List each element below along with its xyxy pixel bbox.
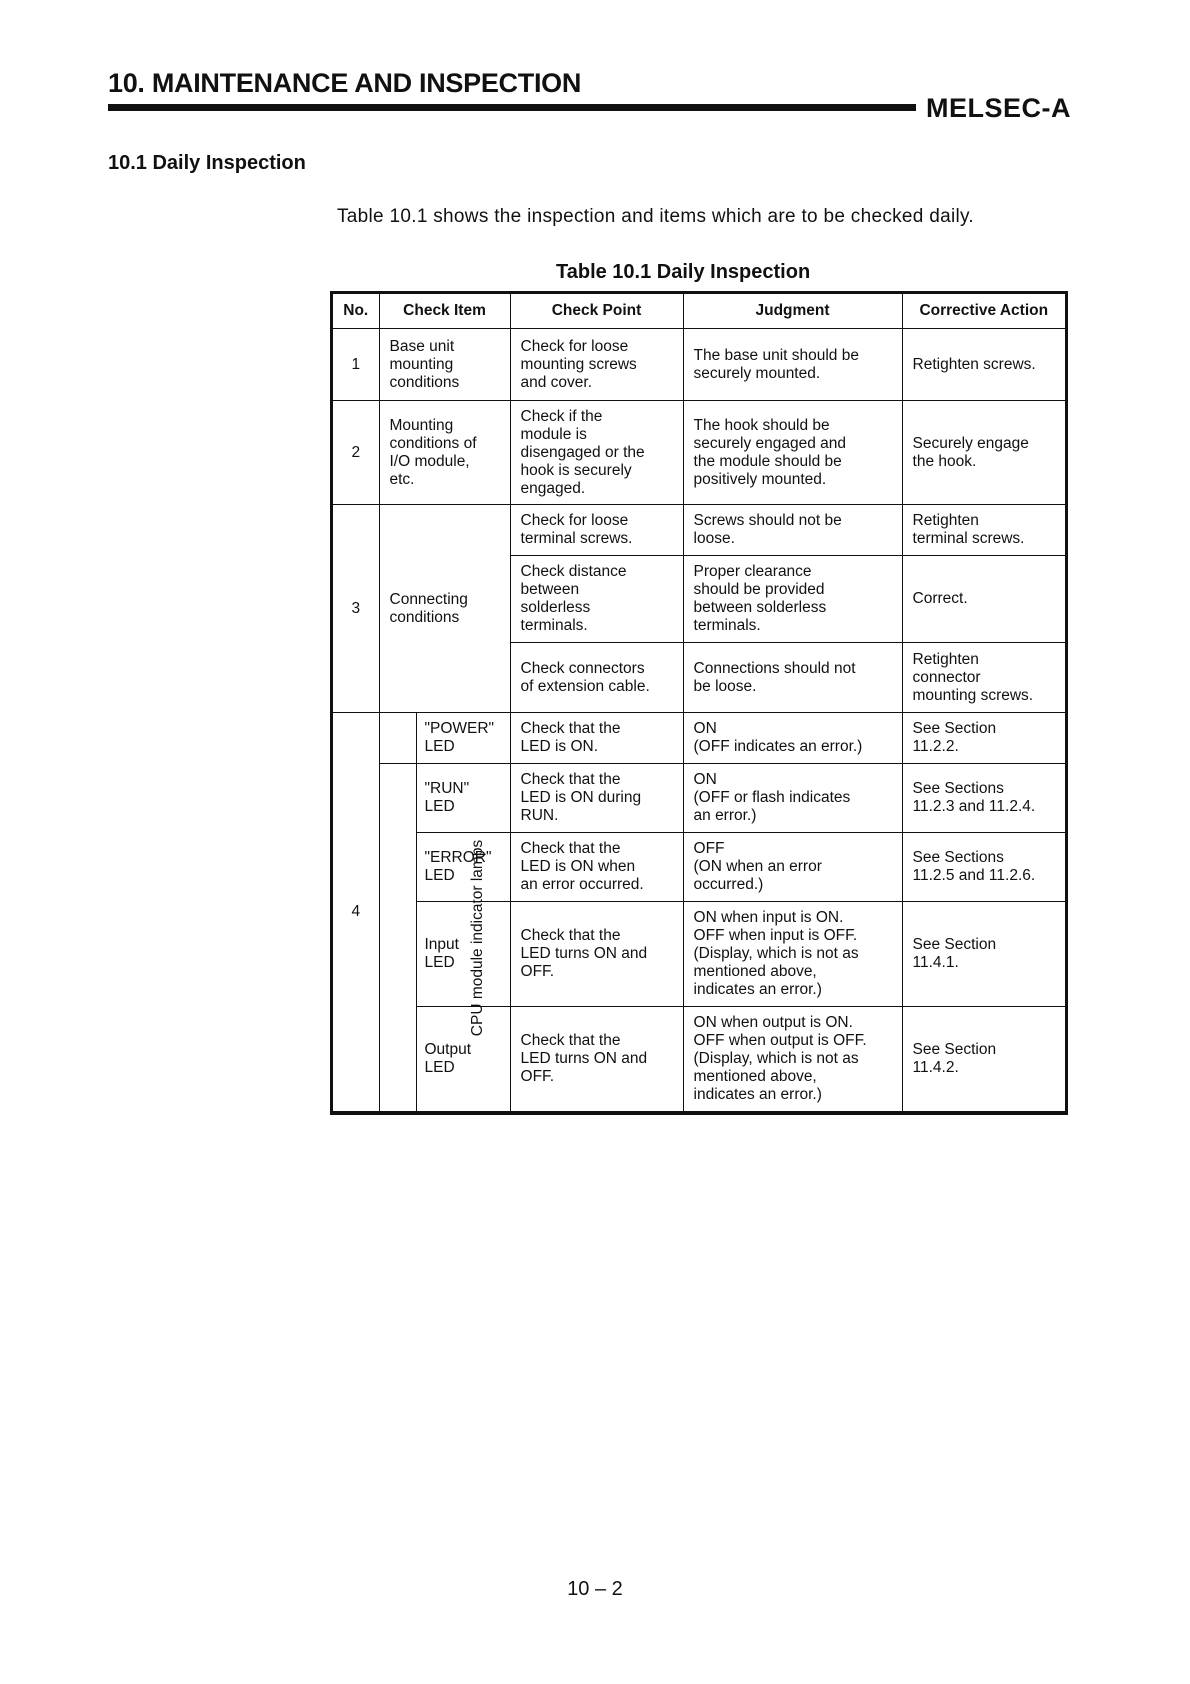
check-item: Mounting conditions of I/O module, etc. — [379, 401, 510, 505]
table-row — [333, 401, 1065, 505]
group-label: CPU module indicator lamps — [468, 839, 486, 1036]
judgment: Connections should not be loose. — [683, 643, 902, 713]
check-point: Check if the module is disengaged or the hook is securely engaged. — [510, 401, 683, 505]
corrective-action: Retighten screws. — [902, 329, 1065, 401]
corrective-action: See Section 11.4.1. — [902, 902, 1065, 1007]
check-point: Check distance between solderless terminals. — [510, 556, 683, 643]
judgment: OFF (ON when an error occurred.) — [683, 833, 902, 902]
corrective-action: See Section 11.2.2. — [902, 713, 1065, 764]
brand-label: MELSEC-A — [926, 93, 1071, 123]
row-number: 2 — [333, 401, 379, 505]
title-rule — [108, 104, 916, 111]
corrective-action: Correct. — [902, 556, 1065, 643]
judgment: ON (OFF or flash indicates an error.) — [683, 764, 902, 833]
daily-inspection-table — [330, 291, 1068, 1115]
corrective-action: See Sections 11.2.5 and 11.2.6. — [902, 833, 1065, 902]
table-row — [333, 713, 1065, 764]
table-row — [333, 1007, 1065, 1112]
check-item: "POWER" LED — [416, 713, 510, 764]
table-row — [333, 902, 1065, 1007]
check-point: Check that the LED turns ON and OFF. — [510, 902, 683, 1007]
check-item: Input LED — [416, 902, 510, 1007]
table-row — [333, 833, 1065, 902]
check-item: Output LED — [416, 1007, 510, 1112]
table-caption: Table 10.1 Daily Inspection — [556, 261, 811, 283]
table-row — [333, 505, 1065, 556]
check-point: Check that the LED is ON during RUN. — [510, 764, 683, 833]
corrective-action: See Section 11.4.2. — [902, 1007, 1065, 1112]
section-heading: 10.1 Daily Inspection — [108, 152, 306, 174]
check-item: Connecting conditions — [379, 505, 510, 713]
row-number: 3 — [333, 505, 379, 713]
intro-paragraph: Table 10.1 shows the inspection and items which are to be checked daily. — [337, 206, 974, 227]
check-point: Check for loose terminal screws. — [510, 505, 683, 556]
corrective-action: Retighten terminal screws. — [902, 505, 1065, 556]
check-point: Check that the LED is ON. — [510, 713, 683, 764]
check-item: "ERROR" LED — [416, 833, 510, 902]
judgment: The hook should be securely engaged and the module should be positively mounted. — [683, 401, 902, 505]
row-number: 1 — [333, 329, 379, 401]
row-number: 4 — [333, 713, 379, 1112]
header-check-item: Check Item — [379, 294, 510, 329]
header-corrective-action: Corrective Action — [902, 294, 1065, 329]
judgment: Screws should not be loose. — [683, 505, 902, 556]
judgment: The base unit should be securely mounted. — [683, 329, 902, 401]
check-point: Check that the LED is ON when an error occurred. — [510, 833, 683, 902]
chapter-title: 10. MAINTENANCE AND INSPECTION — [108, 68, 582, 98]
corrective-action: Securely engage the hook. — [902, 401, 1065, 505]
judgment: ON when output is ON. OFF when output is OFF. (Display, which is not as mentioned above, indicates an error.) — [683, 1007, 902, 1112]
check-point: Check that the LED turns ON and OFF. — [510, 1007, 683, 1112]
judgment: Proper clearance should be provided between solderless terminals. — [683, 556, 902, 643]
corrective-action: Retighten connector mounting screws. — [902, 643, 1065, 713]
group-label-spacer — [379, 713, 416, 764]
check-point: Check connectors of extension cable. — [510, 643, 683, 713]
check-item: Base unit mounting conditions — [379, 329, 510, 401]
judgment: ON (OFF indicates an error.) — [683, 713, 902, 764]
table-header-row — [333, 294, 1065, 329]
header-check-point: Check Point — [510, 294, 683, 329]
header-judgment: Judgment — [683, 294, 902, 329]
page-number: 10 – 2 — [567, 1578, 623, 1600]
header-no: No. — [333, 294, 379, 329]
table-row — [333, 329, 1065, 401]
table-row — [333, 764, 1065, 833]
check-point: Check for loose mounting screws and cover. — [510, 329, 683, 401]
judgment: ON when input is ON. OFF when input is OFF. (Display, which is not as mentioned above, indicates an error.) — [683, 902, 902, 1007]
check-item: "RUN" LED — [416, 764, 510, 833]
corrective-action: See Sections 11.2.3 and 11.2.4. — [902, 764, 1065, 833]
